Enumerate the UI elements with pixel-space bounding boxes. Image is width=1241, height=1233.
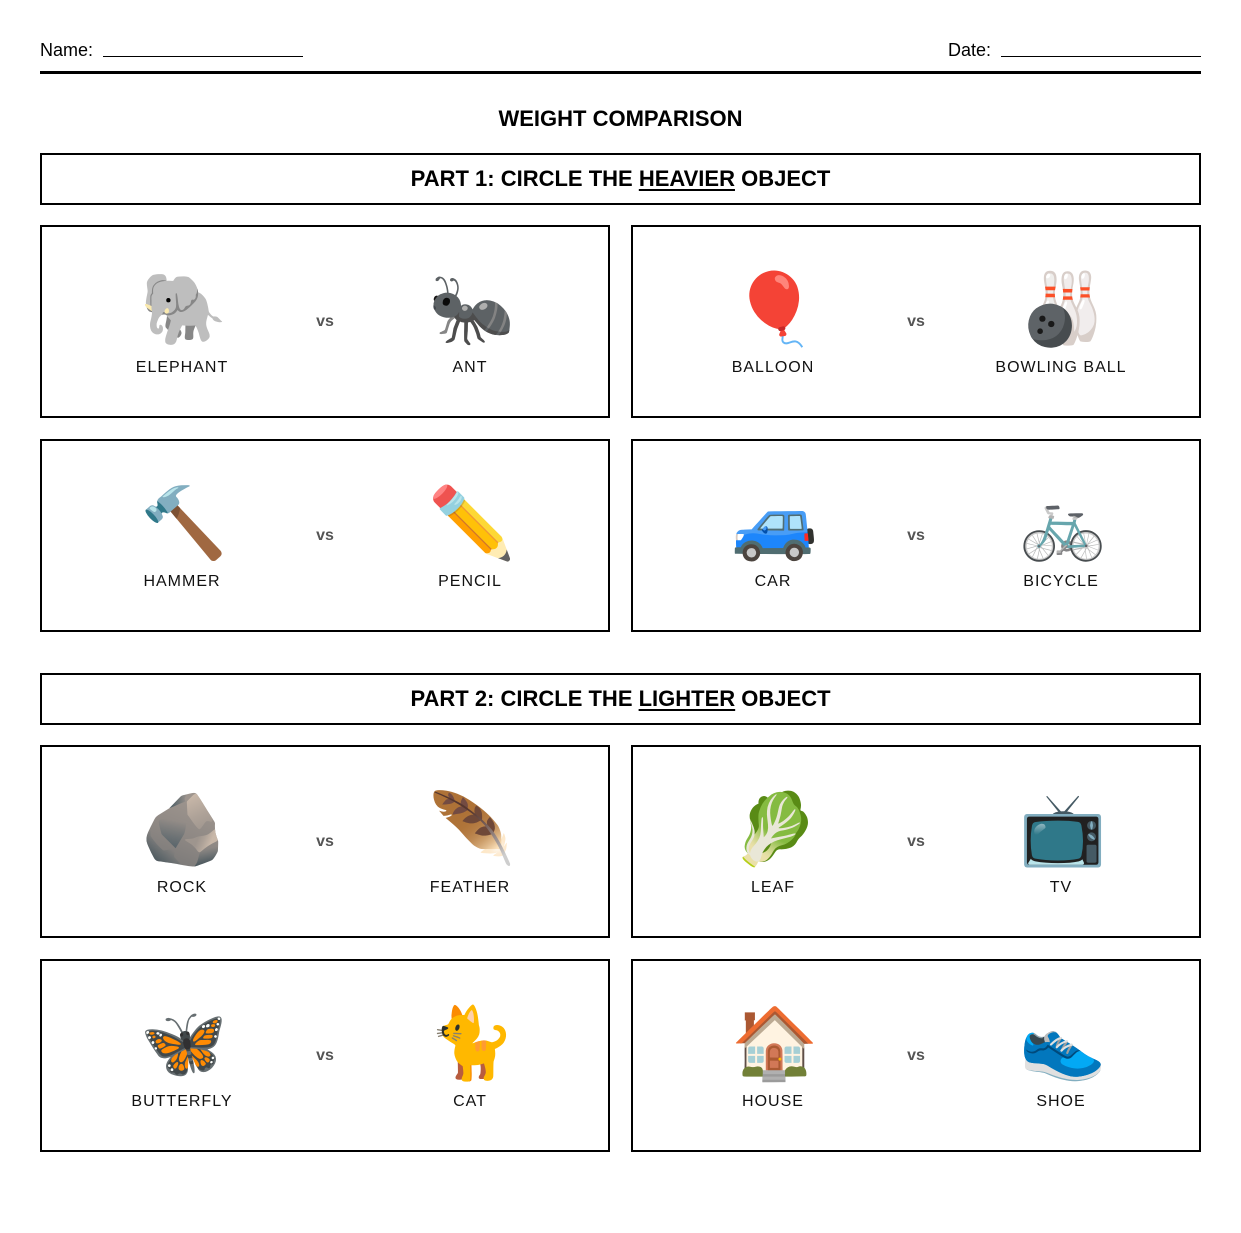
name-input-line[interactable] bbox=[103, 56, 303, 57]
choice-label: ELEPHANT bbox=[135, 359, 229, 376]
vs-label: vs bbox=[907, 833, 925, 850]
leaf-icon: 🥬 bbox=[731, 788, 819, 870]
part-1-heading bbox=[40, 153, 1201, 205]
part-2-suffix: OBJECT bbox=[735, 686, 831, 711]
choice-label: ROCK bbox=[156, 879, 208, 896]
vs-label: vs bbox=[907, 527, 925, 544]
choice-label: PENCIL bbox=[438, 573, 502, 590]
choice-bicycle[interactable] bbox=[961, 481, 1161, 593]
comparison-card-5 bbox=[40, 745, 610, 938]
choice-label: HOUSE bbox=[742, 1093, 804, 1110]
house-icon: 🏠 bbox=[731, 1002, 819, 1084]
choice-feather[interactable] bbox=[370, 787, 570, 899]
date-input-line[interactable] bbox=[1001, 56, 1201, 57]
choice-label: BICYCLE bbox=[1023, 573, 1099, 590]
date-field bbox=[948, 38, 1201, 62]
choice-bowling-ball[interactable] bbox=[961, 267, 1161, 379]
cat-icon: 🐈 bbox=[428, 1002, 516, 1084]
vs-label: vs bbox=[316, 833, 334, 850]
balloon-icon: 🎈 bbox=[731, 268, 819, 350]
bicycle-icon: 🚲 bbox=[1019, 482, 1107, 564]
choice-label: FEATHER bbox=[429, 879, 511, 896]
page-title: WEIGHT COMPARISON bbox=[498, 106, 743, 131]
worksheet-header bbox=[40, 38, 1201, 62]
feather-icon: 🪶 bbox=[428, 788, 516, 870]
elephant-icon: 🐘 bbox=[140, 268, 228, 350]
vs-label: vs bbox=[316, 1047, 334, 1064]
part-2-emphasis: LIGHTER bbox=[638, 686, 736, 711]
pencil-icon: ✏️ bbox=[428, 482, 516, 564]
vs-label: vs bbox=[316, 313, 334, 330]
part-1-suffix: OBJECT bbox=[734, 166, 831, 191]
comparison-card-7 bbox=[40, 959, 610, 1152]
comparison-card-1 bbox=[40, 225, 610, 418]
car-icon: 🚙 bbox=[731, 482, 819, 564]
choice-shoe[interactable] bbox=[961, 1001, 1161, 1113]
choice-label: ANT bbox=[452, 359, 488, 376]
choice-label: CAR bbox=[754, 573, 792, 590]
choice-label: HAMMER bbox=[143, 573, 221, 590]
header-divider bbox=[40, 71, 1201, 74]
tv-icon: 📺 bbox=[1019, 788, 1107, 870]
bowling-ball-icon: 🎳 bbox=[1019, 268, 1107, 350]
comparison-card-2 bbox=[631, 225, 1201, 418]
vs-label: vs bbox=[907, 313, 925, 330]
vs-label: vs bbox=[316, 527, 334, 544]
name-label: Name: bbox=[40, 40, 94, 60]
shoe-icon: 👟 bbox=[1019, 1002, 1107, 1084]
comparison-card-4 bbox=[631, 439, 1201, 632]
choice-label: BUTTERFLY bbox=[131, 1093, 233, 1110]
choice-label: CAT bbox=[453, 1093, 487, 1110]
choice-label: BOWLING BALL bbox=[995, 359, 1127, 376]
choice-label: BALLOON bbox=[731, 359, 815, 376]
choice-pencil[interactable] bbox=[370, 481, 570, 593]
name-field bbox=[40, 38, 303, 62]
comparison-card-8 bbox=[631, 959, 1201, 1152]
choice-ant[interactable] bbox=[370, 267, 570, 379]
date-label: Date: bbox=[947, 40, 991, 60]
vs-label: vs bbox=[907, 1047, 925, 1064]
comparison-card-3 bbox=[40, 439, 610, 632]
choice-label: SHOE bbox=[1036, 1093, 1086, 1110]
rock-icon: 🪨 bbox=[140, 788, 228, 870]
part-1-prefix: PART 1: CIRCLE THE bbox=[410, 166, 639, 191]
butterfly-icon: 🦋 bbox=[140, 1002, 228, 1084]
part-2-prefix: PART 2: CIRCLE THE bbox=[410, 686, 639, 711]
choice-tv[interactable] bbox=[961, 787, 1161, 899]
choice-label: TV bbox=[1049, 879, 1073, 896]
ant-icon: 🐜 bbox=[428, 268, 516, 350]
comparison-card-6 bbox=[631, 745, 1201, 938]
hammer-icon: 🔨 bbox=[140, 482, 228, 564]
part-1-emphasis: HEAVIER bbox=[638, 166, 735, 191]
part-2-heading bbox=[40, 673, 1201, 725]
choice-label: LEAF bbox=[750, 879, 795, 896]
choice-cat[interactable] bbox=[370, 1001, 570, 1113]
